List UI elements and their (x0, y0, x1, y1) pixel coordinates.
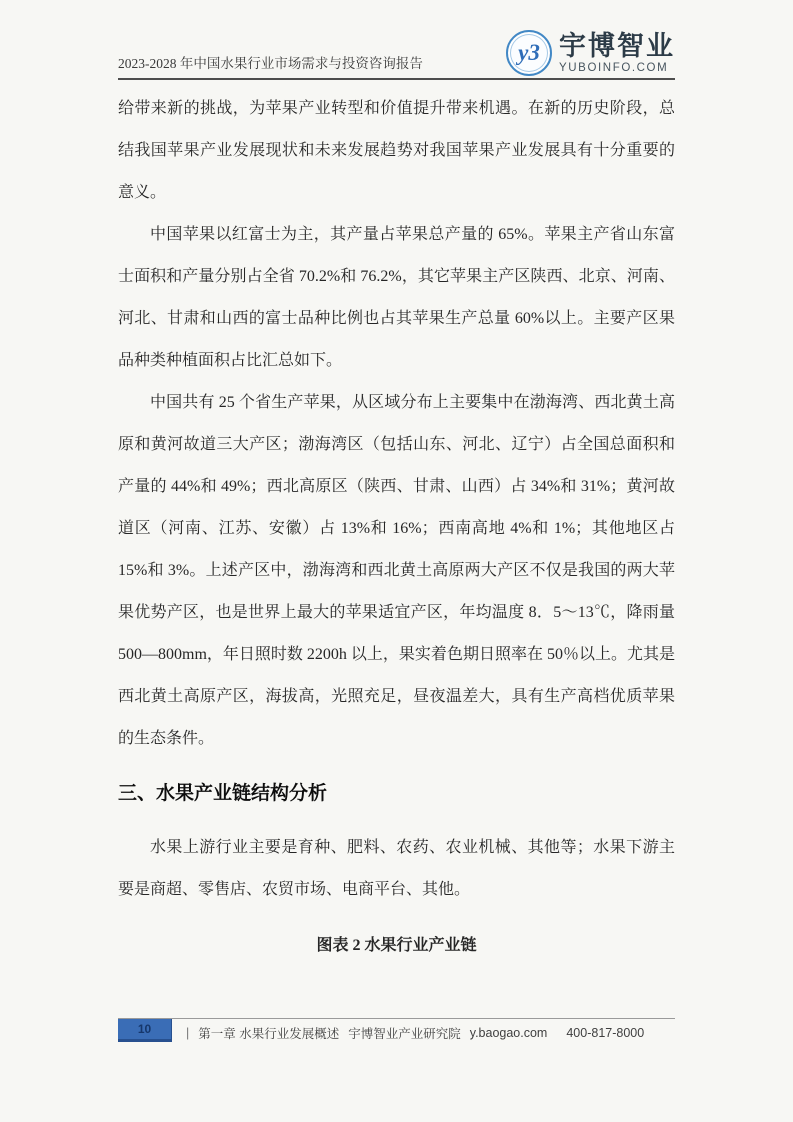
brand-domain: YUBOINFO.COM (559, 61, 669, 74)
yubo-logo-icon: y3 (506, 30, 552, 76)
report-title: 2023-2028 年中国水果行业市场需求与投资咨询报告 (118, 56, 423, 71)
figure-caption: 图表 2 水果行业产业链 (316, 937, 477, 954)
body-paragraph: 水果上游行业主要是育种、肥料、农药、农业机械、其他等；水果下游主要是商超、零售店、农贸市场、电商平台、其他。 (118, 839, 675, 898)
brand-name: 宇博智业 (559, 31, 675, 62)
page-header (118, 22, 675, 76)
yubo-logo (506, 30, 675, 76)
footer-text (186, 1024, 644, 1042)
body-paragraph: 中国共有 25 个省生产苹果，从区域分布上主要集中在渤海湾、西北黄土高原和黄河故道三大产区；渤海湾区（包括山东、河北、辽宁）占全国总面积和产量的 44%和 49%；西北高原区（陕西、甘肃、山西）占 34%和 31%；黄河故道区（河南、江苏、安徽）占 13%和 16%；西南高地 4%和 1%；其他地区占 15%和 3%。上述产区中，渤海湾和西北黄土高原两大产区不仅是我国的两大苹果优势产区，也是世界上最大的苹果适宜产区，年均温度 8．5～13℃，降雨量 500—800mm，年日照时数 2200h 以上，果实着色期日照率在 50％以上。尤其是西北黄土高原产区，海拔高，光照充足，昼夜温差大，具有生产高档优质苹果的生态条件。 (118, 394, 675, 747)
header-divider (118, 78, 675, 80)
body-paragraph-continuation: 给带来新的挑战，为苹果产业转型和价值提升带来机遇。在新的历史阶段，总结我国苹果产业发展现状和未来发展趋势对我国苹果产业发展具有十分重要的意义。 (118, 100, 675, 201)
footer-divider (118, 1018, 675, 1019)
document-body (118, 88, 675, 967)
footer-phone: 400-817-8000 (566, 1026, 645, 1040)
footer-website: y.baogao.com (469, 1026, 548, 1040)
body-paragraph: 中国苹果以红富士为主，其产量占苹果总产量的 65%。苹果主产省山东富士面积和产量分别占全省 70.2%和 76.2%，其它苹果主产区陕西、北京、河南、河北、甘肃和山西的富士品种比例也占其苹果生产总量 60%以上。主要产区果品种类种植面积占比汇总如下。 (118, 226, 675, 369)
footer-chapter: 第一章 水果行业发展概述 (198, 1027, 340, 1041)
yubo-logo-text (559, 32, 675, 73)
page-footer (118, 1018, 675, 1048)
page-number-badge: 10 (118, 1019, 172, 1042)
footer-separator: | (186, 1026, 190, 1040)
footer-organization: 宇博智业产业研究院 (348, 1027, 461, 1041)
section-heading: 三、水果产业链结构分析 (118, 783, 328, 804)
